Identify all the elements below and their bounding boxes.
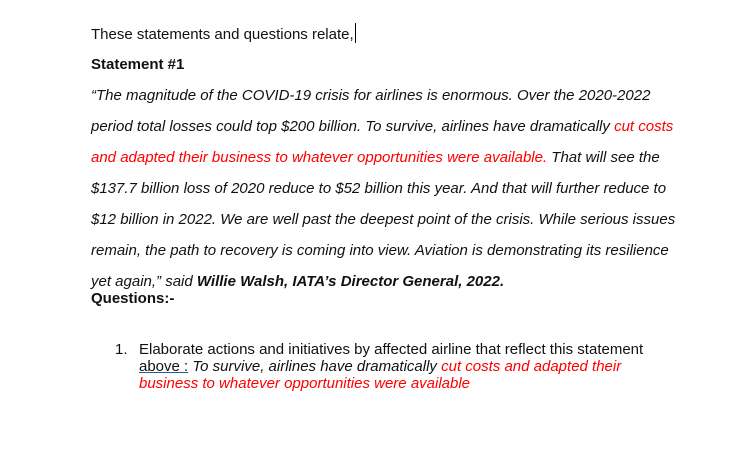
question-line <box>139 375 719 392</box>
question-line <box>139 358 719 375</box>
question-body <box>139 341 719 392</box>
intro-text: These statements and questions relate, <box>91 26 354 43</box>
question-underlined-text: above : <box>139 358 189 375</box>
quote-text: $137.7 billion loss of 2020 reduce to $52 billion this year. And that will further reduce to <box>91 180 667 197</box>
quote-text: remain, the path to recovery is coming into view. Aviation is demonstrating its resilience <box>91 242 669 259</box>
statement-heading: Statement #1 <box>91 56 185 73</box>
quote-highlight-text: and adapted their business to whatever opportunities were available. <box>91 149 548 166</box>
quote-text: $12 billion in 2022. We are well past the deepest point of the crisis. While serious issues <box>91 211 676 228</box>
quote-line <box>91 177 731 208</box>
quote-highlight-text: cut costs <box>614 118 674 135</box>
quote-text: period total losses could top $200 billion. To survive, airlines have dramatically <box>91 118 615 135</box>
quote-text: That will see the <box>547 149 660 166</box>
quote-attribution: Willie Walsh, IATA’s Director General, 2022. <box>196 273 505 290</box>
text-cursor <box>355 23 356 43</box>
quote-text: “The magnitude of the COVID-19 crisis for airlines is enormous. Over the 2020-2022 <box>91 87 651 104</box>
quote-line <box>91 208 731 239</box>
questions-heading: Questions:- <box>91 290 175 307</box>
question-line <box>139 341 719 358</box>
quote-line <box>91 146 731 177</box>
quote-line <box>91 84 731 115</box>
intro-paragraph[interactable] <box>91 23 356 44</box>
quote-line <box>91 115 731 146</box>
quote-line <box>91 270 731 301</box>
question-highlight-text: business to whatever opportunities were available <box>139 375 471 392</box>
statement-quote <box>91 84 731 301</box>
question-text: Elaborate actions and initiatives by affected airline that reflect this statement <box>139 341 644 358</box>
quote-text: yet again,” said <box>91 273 197 290</box>
quote-line <box>91 239 731 270</box>
question-number: 1. <box>115 341 128 358</box>
question-quote-text: To survive, airlines have dramatically <box>188 358 442 375</box>
question-highlight-text: cut costs and adapted their <box>441 358 622 375</box>
